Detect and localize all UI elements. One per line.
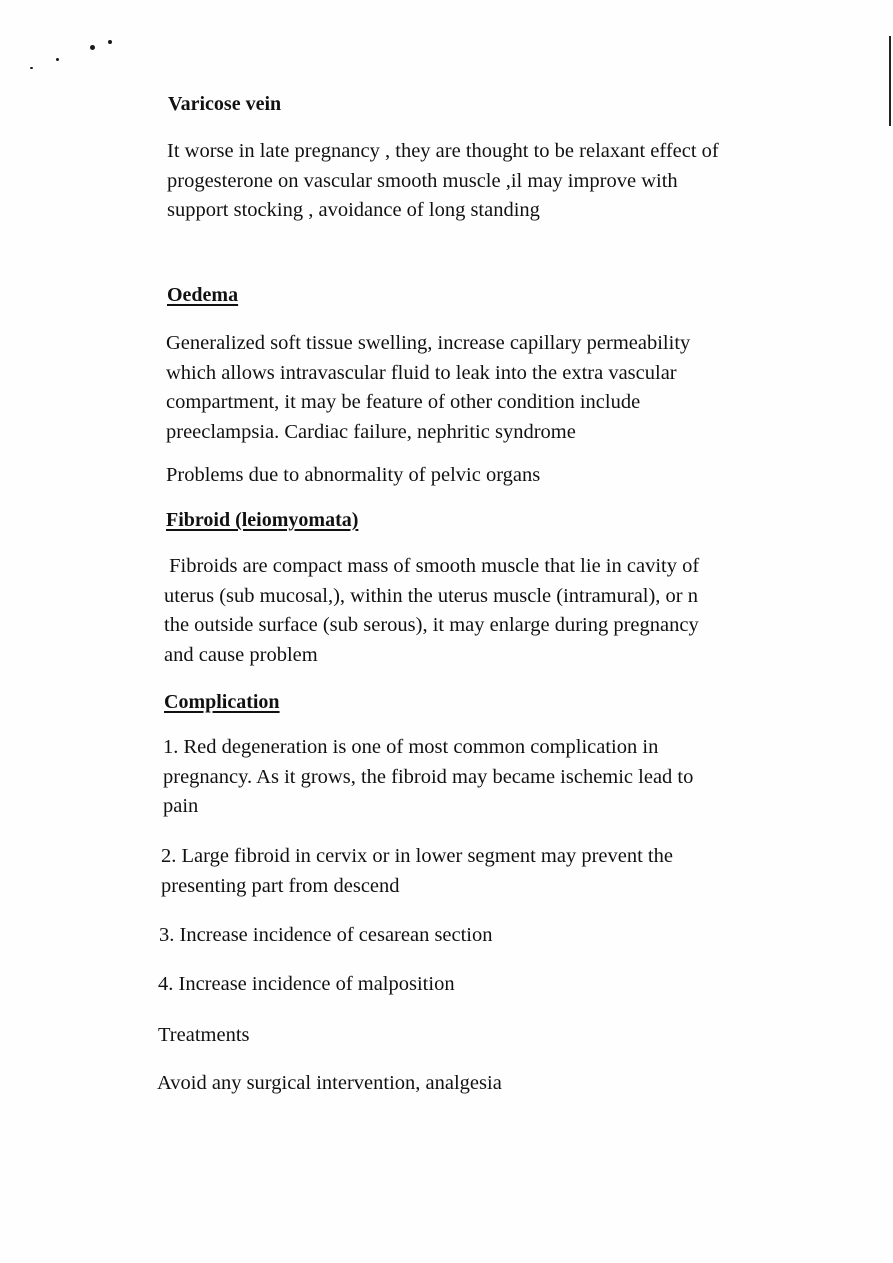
text-line: 1. Red degeneration is one of most common complication in — [163, 736, 659, 758]
text-line: presenting part from descend — [161, 874, 400, 897]
scan-speck — [108, 40, 112, 44]
section-heading-oedema: Oedema — [167, 284, 239, 306]
section-heading-complication: Complication — [164, 691, 280, 713]
text-line: the outside surface (sub serous), it may enlarge during pregnancy — [164, 614, 699, 636]
text-line: support stocking , avoidance of long standing — [167, 199, 540, 221]
list-item-complication-3: 3. Increase incidence of cesarean section — [159, 924, 493, 946]
text-line: It worse in late pregnancy , they are thought to be relaxant effect of — [167, 140, 719, 162]
section-heading-fibroid: Fibroid (leiomyomata) — [166, 509, 359, 531]
paragraph-oedema — [166, 329, 690, 447]
text-line: pregnancy. As it grows, the fibroid may became ischemic lead to — [163, 765, 694, 788]
text-line: compartment, it may be feature of other condition include — [166, 391, 641, 413]
paragraph-fibroid — [164, 552, 699, 670]
list-item-complication-2 — [161, 842, 673, 901]
text-line: Fibroids are compact mass of smooth muscle that lie in cavity of — [164, 555, 700, 577]
paragraph-pelvic-organs: Problems due to abnormality of pelvic organs — [166, 464, 541, 486]
scan-speck — [30, 67, 33, 69]
section-heading-treatments: Treatments — [158, 1024, 250, 1046]
text-line: progesterone on vascular smooth muscle ,il may improve with — [167, 169, 678, 192]
text-line: 2. Large fibroid in cervix or in lower segment may prevent the — [161, 845, 673, 867]
text-line: preeclampsia. Cardiac failure, nephritic syndrome — [166, 420, 576, 443]
list-item-complication-4: 4. Increase incidence of malposition — [158, 973, 455, 995]
paragraph-treatments: Avoid any surgical intervention, analgesia — [157, 1072, 502, 1094]
text-line: uterus (sub mucosal,), within the uterus muscle (intramural), or n — [164, 584, 699, 607]
text-line: which allows intravascular fluid to leak into the extra vascular — [166, 361, 677, 384]
list-item-complication-1 — [163, 733, 693, 822]
section-heading-varicose-vein: Varicose vein — [168, 93, 282, 115]
paragraph-varicose-vein — [167, 137, 719, 226]
scan-speck — [56, 58, 59, 61]
text-line: pain — [163, 795, 199, 817]
text-line: Generalized soft tissue swelling, increase capillary permeability — [166, 332, 691, 354]
scan-border-mark — [889, 36, 891, 126]
scan-speck — [90, 45, 95, 50]
text-line: and cause problem — [164, 643, 318, 666]
